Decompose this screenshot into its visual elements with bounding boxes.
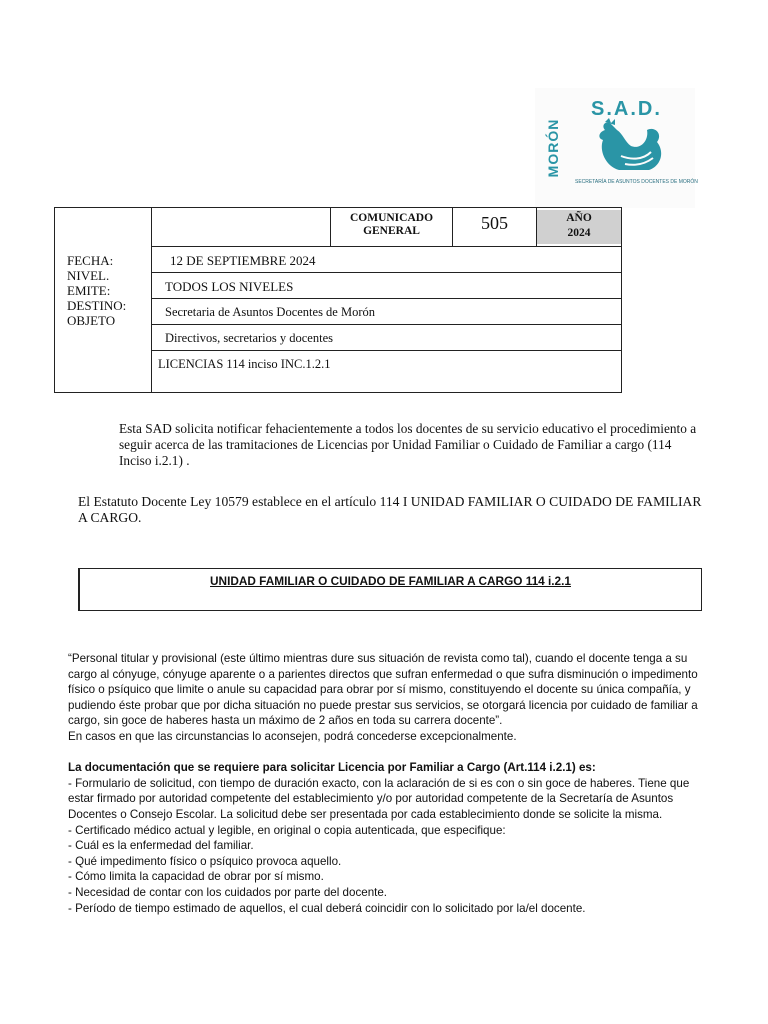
doc-item: - Qué impedimento físico o psíquico provoca aquello. xyxy=(68,854,342,868)
destino-value: Directivos, secretarios y docentes xyxy=(165,331,333,345)
comunicado-number: 505 xyxy=(481,213,508,233)
sad-logo xyxy=(535,88,698,208)
section-title: UNIDAD FAMILIAR O CUIDADO DE FAMILIAR A CARGO 114 i.2.1 xyxy=(210,574,571,588)
logo-title: S.A.D. xyxy=(591,98,662,120)
nivel-value: TODOS LOS NIVELES xyxy=(165,279,294,294)
label-objeto: OBJETO xyxy=(67,313,116,328)
estatuto-paragraph: El Estatuto Docente Ley 10579 establece en el artículo 114 I UNIDAD FAMILIAR O CUIDADO DE FAMILIAR A CARGO. xyxy=(78,494,702,525)
label-emite: EMITE: xyxy=(67,283,111,298)
label-nivel: NIVEL. xyxy=(67,268,110,283)
anio-label: AÑO xyxy=(566,212,592,224)
fecha-value: 12 DE SEPTIEMBRE 2024 xyxy=(170,253,316,268)
doc-item: - Cómo limita la capacidad de obrar por sí mismo. xyxy=(68,870,324,884)
body-text xyxy=(68,651,718,916)
excepcion-paragraph: En casos en que las circunstancias lo aconsejen, podrá concederse excepcionalmente. xyxy=(68,729,517,743)
logo-vertical-text: MORÓN xyxy=(545,118,561,178)
quote-paragraph: “Personal titular y provisional (este último mientras dure sus situación de revista como tal), cuando el docente tenga a su cargo al cónyuge, cónyuge aparente o a parientes directos que sufran enfermedad o que sufra disminución o impedimento físico o psíquico que limite o anule su capacidad para obrar por sí mismo, constituyendo el docente su única compañía, y pudiendo éste probar que por dicha situación no puede prestar sus servicios, se otorgará licencia por cuidado de familiar a cargo, sin goce de haberes hasta un máximo de 2 años en toda su carrera docente”. xyxy=(68,652,698,728)
rooster-icon xyxy=(591,116,671,180)
emite-value: Secretaria de Asuntos Docentes de Morón xyxy=(165,305,376,319)
doc-item: - Certificado médico actual y legible, en original o copia autenticada, que especifique: xyxy=(68,823,506,837)
intro-paragraph: Esta SAD solicita notificar fehacientemente a todos los docentes de su servicio educativo el procedimiento a seguir acerca de las tramitaciones de Licencias por Unidad Familiar o Cuidado de Familiar a cargo (114 Inciso i.2.1) . xyxy=(119,421,697,468)
doc-item: - Período de tiempo estimado de aquellos, el cual deberá coincidir con lo solicitado por la/el docente. xyxy=(68,901,586,915)
doc-item: - Formulario de solicitud, con tiempo de duración exacto, con la aclaración de si es con o sin goce de haberes. Tiene que estar firmado por autoridad competente del establecimiento y/o por autoridad competente de la Secretaría de Asuntos Docentes o Consejo Escolar. La solicitud debe ser presentada por cada establecimiento donde se solicite la misma. xyxy=(68,776,690,821)
section-title-box xyxy=(78,568,702,611)
anio-value: 2024 xyxy=(567,227,591,239)
comunicado-label: COMUNICADO GENERAL xyxy=(349,212,434,237)
label-destino: DESTINO: xyxy=(67,298,127,313)
documentation-heading: La documentación que se requiere para solicitar Licencia por Familiar a Cargo (Art.114 i.2.1) es: xyxy=(68,761,596,775)
logo-tagline: SECRETARÍA DE ASUNTOS DOCENTES DE MORÓN xyxy=(575,179,698,185)
label-fecha: FECHA: xyxy=(67,253,114,268)
doc-item: - Cuál es la enfermedad del familiar. xyxy=(68,839,254,853)
doc-item: - Necesidad de contar con los cuidados por parte del docente. xyxy=(68,885,388,899)
objeto-value: LICENCIAS 114 inciso INC.1.2.1 xyxy=(158,357,331,371)
